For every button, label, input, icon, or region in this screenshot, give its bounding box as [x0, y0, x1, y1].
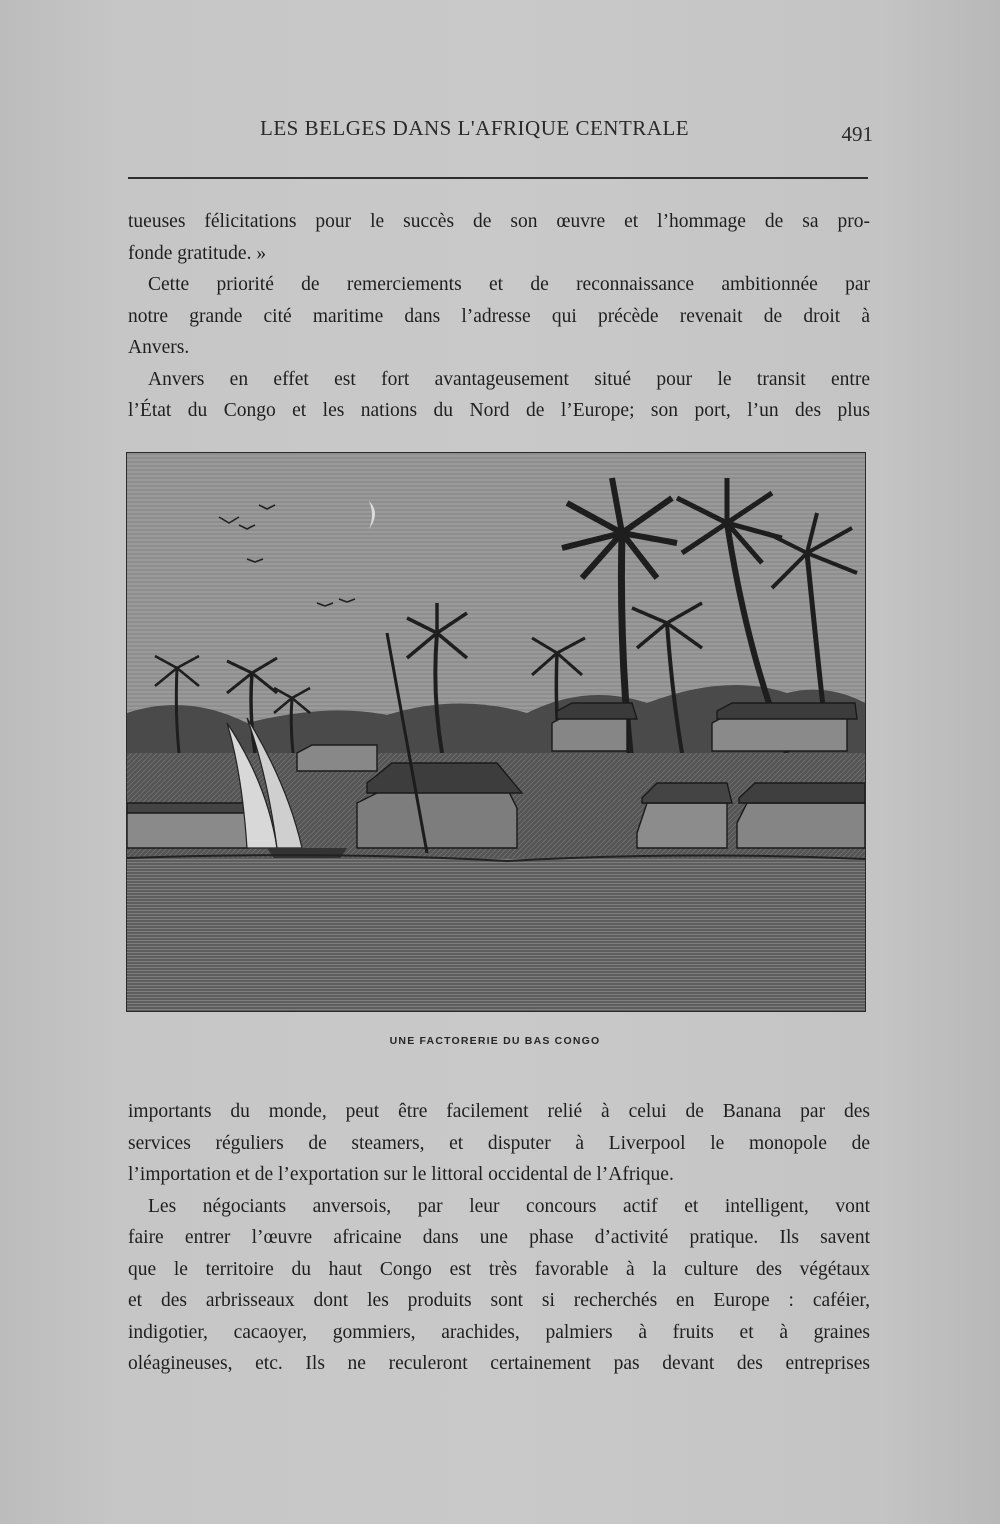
paragraph-block-bottom [128, 1096, 870, 1380]
text-line: et des arbrisseaux dont les produits sont si recherchés en Europe : caféier, [128, 1290, 870, 1311]
text-line: l’État du Congo et les nations du Nord de l’Europe; son port, l’un des plus [128, 400, 870, 421]
text-line: Les négociants anversois, par leur concours actif et intelligent, vont [148, 1195, 870, 1217]
text-line: l’importation et de l’exportation sur le littoral occidental de l’Afrique. [128, 1164, 674, 1185]
text-line: Cette priorité de remerciements et de reconnaissance ambitionnée par [148, 274, 870, 295]
text-line: que le territoire du haut Congo est très favorable à la culture des végétaux [128, 1258, 870, 1280]
factory-scene-engraving [127, 453, 865, 1011]
engraving-illustration [126, 452, 866, 1012]
text-line: tueuses félicitations pour le succès de son œuvre et l’hommage de sa pro- [128, 211, 870, 232]
running-title: LES BELGES DANS L'AFRIQUE CENTRALE [260, 116, 690, 140]
text-line: indigotier, cacaoyer, gommiers, arachides, palmiers à fruits et à graines [128, 1321, 870, 1343]
page-number: 491 [841, 122, 873, 146]
figure-caption: UNE FACTORERIE DU BAS CONGO [389, 1035, 601, 1047]
paragraph-block-top [128, 206, 870, 427]
text-line: importants du monde, peut être facilement relié à celui de Banana par des [128, 1101, 870, 1122]
text-line: services réguliers de steamers, et disputer à Liverpool le monopole de [128, 1132, 870, 1154]
text-line: oléagineuses, etc. Ils ne reculeront certainement pas devant des entreprises [128, 1353, 870, 1374]
text-line: Anvers en effet est fort avantageusement situé pour le transit entre [148, 368, 870, 390]
page-header [128, 116, 873, 148]
text-line: notre grande cité maritime dans l’adresse qui précède revenait de droit à [128, 305, 870, 327]
text-line: Anvers. [128, 337, 190, 358]
header-rule [128, 177, 868, 179]
river [127, 858, 865, 1011]
text-line: faire entrer l’œuvre africaine dans une phase d’activité pratique. Ils savent [128, 1227, 870, 1248]
text-line: fonde gratitude. » [128, 242, 267, 264]
